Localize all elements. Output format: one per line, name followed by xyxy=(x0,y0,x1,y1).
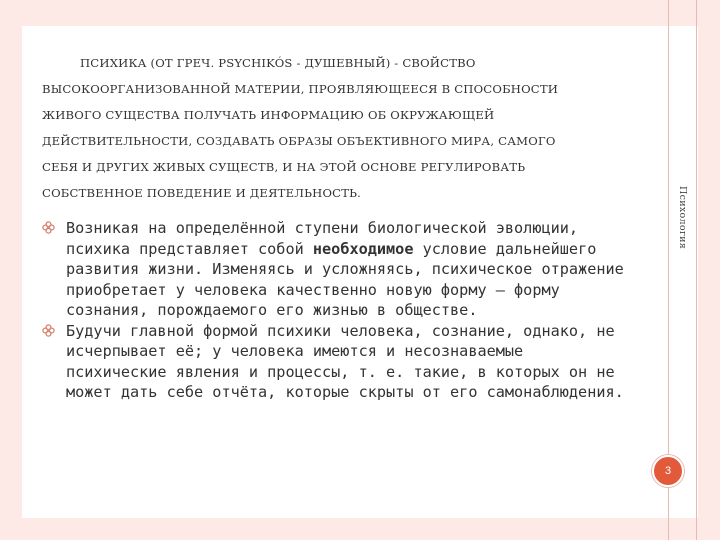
flower-bullet-icon xyxy=(42,221,55,234)
frame-left xyxy=(0,0,22,540)
flower-bullet-icon xyxy=(42,324,55,337)
bullet-text: Возникая на определённой ступени биологической эволюции, психика представляет собой xyxy=(66,219,579,258)
frame-bottom xyxy=(0,518,720,540)
bullet-item xyxy=(42,218,632,321)
heading-line: ВЫСОКООРГАНИЗОВАННОЙ МАТЕРИИ, ПРОЯВЛЯЮЩЕЕСЯ В СПОСОБНОСТИ xyxy=(42,82,559,96)
bullet-item xyxy=(42,321,632,403)
frame-top xyxy=(0,0,720,26)
divider-line xyxy=(696,0,697,540)
bullet-list xyxy=(42,218,632,403)
lead-word: ПСИХИКА xyxy=(80,56,147,70)
heading-line: ЖИВОГО СУЩЕСТВА ПОЛУЧАТЬ ИНФОРМАЦИЮ ОБ ОКРУЖАЮЩЕЙ xyxy=(42,108,495,122)
heading-line: СЕБЯ И ДРУГИХ ЖИВЫХ СУЩЕСТВ, И НА ЭТОЙ ОСНОВЕ РЕГУЛИРОВАТЬ xyxy=(42,160,526,174)
bullet-text: условие дальнейшего развития жизни. Изменяясь и усложняясь, психическое отражение приобретает у человека качественно новую форму — форму сознания, порождаемого его жизнью в обществе. xyxy=(66,239,624,319)
bullet-text: Будучи главной формой психики человека, сознание, однако, не исчерпывает её; у человека имеются и несознаваемые психические явления и процессы, т. е. такие, в которых он не может дать себе отчёта, которые скрыты от его самонаблюдения. xyxy=(66,321,624,401)
heading-line: ДЕЙСТВИТЕЛЬНОСТИ, СОЗДАВАТЬ ОБРАЗЫ ОБЪЕКТИВНОГО МИРА, САМОГО xyxy=(42,134,556,148)
page-number-badge: 3 xyxy=(652,455,684,487)
side-label: Психология xyxy=(677,186,688,250)
heading-line xyxy=(42,50,632,76)
heading-line-text: (ОТ ГРЕЧ. PSYCHIKÓS - ДУШЕВНЫЙ) - СВОЙСТВО xyxy=(150,56,476,70)
definition-heading xyxy=(42,50,632,206)
frame-right xyxy=(698,0,720,540)
heading-line: СОБСТВЕННОЕ ПОВЕДЕНИЕ И ДЕЯТЕЛЬНОСТЬ. xyxy=(42,186,362,200)
bullet-emphasis: необходимое xyxy=(312,239,414,258)
